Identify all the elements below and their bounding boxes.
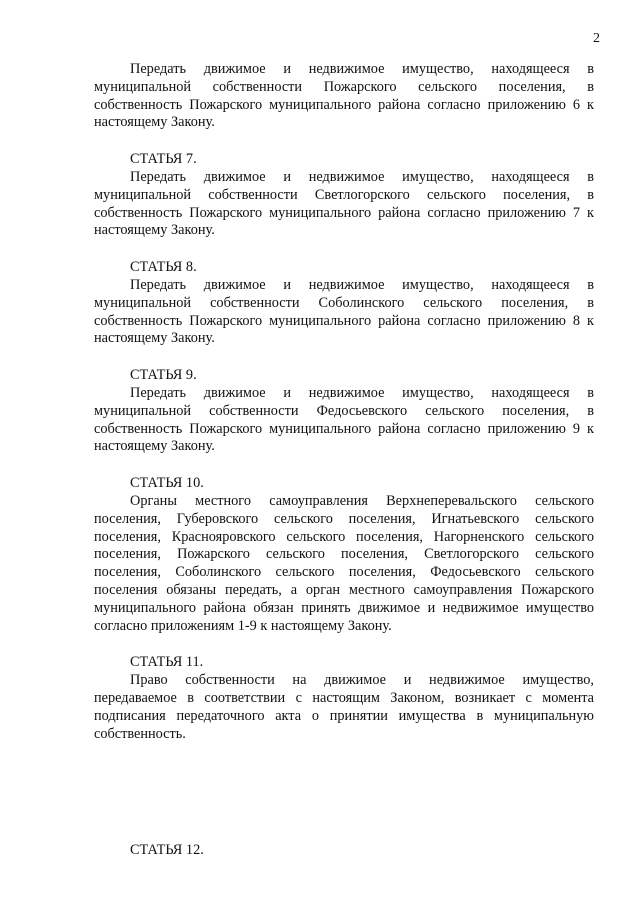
- article-heading: СТАТЬЯ 10.: [130, 475, 204, 492]
- article-text: Передать движимое и недвижимое имущество, находящееся в муниципальной собственности Светлогорского сельского поселения, в собственность Пожарского муниципального района согласно приложению 7 к настоящему Закону.: [94, 168, 594, 239]
- document-body: [94, 61, 594, 743]
- page-number: 2: [593, 31, 600, 46]
- article-text: Передать движимое и недвижимое имущество, находящееся в муниципальной собственности Соболинского сельского поселения, в собственность Пожарского муниципального района согласно приложению 8 к настоящему Закону.: [94, 276, 594, 347]
- article-text: Органы местного самоуправления Верхнеперевальского сельского поселения, Губеровского сельского поселения, Игнатьевского сельского поселения, Краснояровского сельского поселения, Нагорненского сельского поселения, Пожарского сельского поселения, Светлогорского сельского поселения, Соболинского сельского поселения, Федосьевского сельского поселения обязаны передать, а орган местного самоуправления Пожарского муниципального района обязан принять движимое и недвижимое имущество согласно приложениям 1-9 к настоящему Закону.: [94, 492, 594, 634]
- article-7: [94, 151, 594, 240]
- article-8: [94, 259, 594, 348]
- article-11: [94, 654, 594, 743]
- intro-paragraph: Передать движимое и недвижимое имущество, находящееся в муниципальной собственности Пожарского сельского поселения, в собственность Пожарского муниципального района согласно приложению 6 к настоящему Закону.: [94, 61, 594, 131]
- article-heading: СТАТЬЯ 7.: [130, 151, 197, 168]
- article-12-heading: СТАТЬЯ 12.: [130, 842, 204, 858]
- article-heading: СТАТЬЯ 8.: [130, 259, 197, 276]
- article-9: [94, 367, 594, 456]
- article-text: Право собственности на движимое и недвижимое имущество, передаваемое в соответствии с настоящим Законом, возникает с момента подписания передаточного акта о принятии имущества в муниципальную собственность.: [94, 672, 594, 742]
- article-heading: СТАТЬЯ 11.: [130, 654, 204, 671]
- article-heading: СТАТЬЯ 9.: [130, 367, 197, 384]
- article-text: Передать движимое и недвижимое имущество, находящееся в муниципальной собственности Федосьевского сельского поселения, в собственность Пожарского муниципального района согласно приложению 9 к настоящему Закону.: [94, 384, 594, 455]
- article-10: [94, 475, 594, 635]
